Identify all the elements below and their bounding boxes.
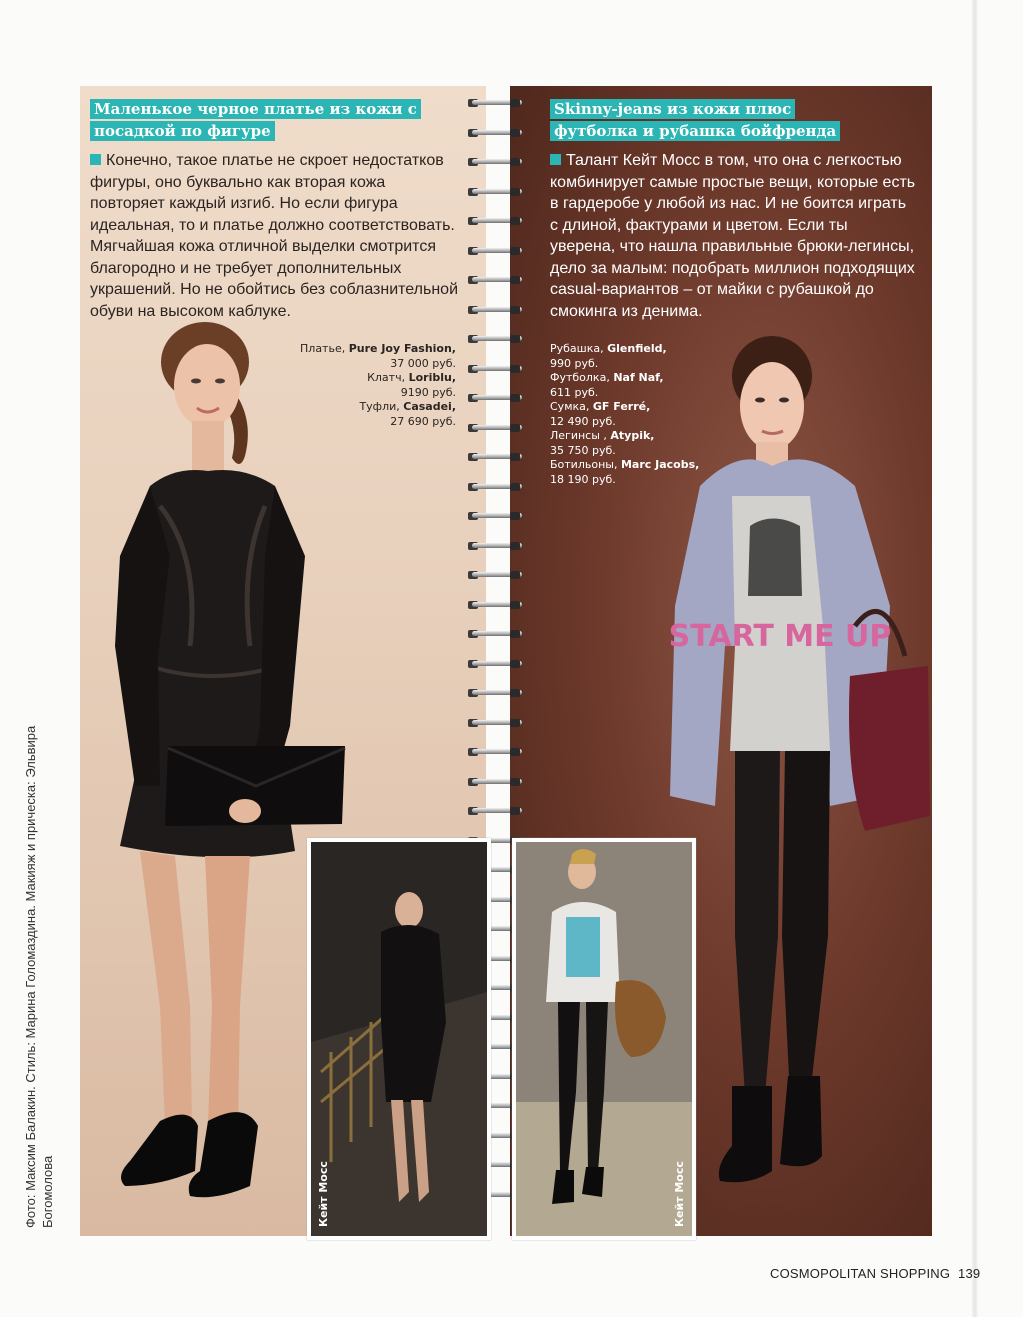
spiral-coil bbox=[468, 126, 524, 140]
spiral-coil bbox=[468, 273, 524, 287]
spiral-coil bbox=[468, 96, 524, 110]
inset-photo-left bbox=[307, 838, 491, 1240]
shirt-print-text: START ME UP bbox=[668, 619, 892, 654]
inset-photo-right bbox=[512, 838, 696, 1240]
spiral-coil bbox=[468, 450, 524, 464]
bullet-square-icon bbox=[90, 154, 101, 165]
spiral-coil bbox=[468, 185, 524, 199]
spiral-coil bbox=[468, 804, 524, 818]
spiral-coil bbox=[468, 421, 524, 435]
credit-line: Платье, Pure Joy Fashion, 37 000 руб. bbox=[300, 342, 456, 370]
right-body-text: Талант Кейт Мосс в том, что она с легкостью комбинирует самые простые вещи, которые есть в гардеробе у любой из нас. И не боится играть с длиной, фактурами и цветом. Если ты уверена, что нашла правильные брюки-легинсы, дело за малым: подобрать миллион подходящих casual-вариантов – от майки с рубашкой до смокинга из денима. bbox=[550, 152, 916, 320]
page-number: 139 bbox=[958, 1266, 981, 1281]
spiral-coil bbox=[468, 745, 524, 759]
spiral-coil bbox=[468, 716, 524, 730]
spiral-coil bbox=[468, 775, 524, 789]
spiral-coil bbox=[468, 391, 524, 405]
spiral-coil bbox=[468, 214, 524, 228]
spiral-coil bbox=[468, 332, 524, 346]
left-body bbox=[90, 150, 458, 322]
photo-credits-vertical: Фото: Максим Балакин. Стиль: Марина Голомаздина. Макияж и прическа: Эльвира Богомолова bbox=[23, 725, 55, 1228]
left-body-text: Конечно, такое платье не скроет недостатков фигуры, оно буквально как вторая кожа повторяет каждый изгиб. Но если фигура идеальная, то и платье должно соответствовать. Мягчайшая кожа отличной выделки смотрится благородно и не требует дополнительных украшений. Но не обойтись без соблазнительной обуви на высоком каблуке. bbox=[90, 152, 459, 320]
page-footer bbox=[770, 1266, 980, 1281]
left-heading-text: Маленькое черное платье из кожи с посадкой по фигуре bbox=[90, 99, 421, 141]
right-heading bbox=[550, 98, 880, 142]
spiral-coil bbox=[468, 539, 524, 553]
credit-line: Туфли, Casadei, 27 690 руб. bbox=[359, 400, 456, 428]
spiral-coil bbox=[468, 362, 524, 376]
left-heading bbox=[90, 98, 470, 142]
credit-line: Сумка, GF Ferré, 12 490 руб. bbox=[550, 400, 651, 428]
right-heading-text: Skinny-jeans из кожи плюс футболка и рубашка бойфренда bbox=[550, 99, 840, 141]
page-edge bbox=[972, 0, 978, 1317]
kate-moss-leggings-photo bbox=[516, 842, 692, 1236]
credit-line: Футболка, Naf Naf, 611 руб. bbox=[550, 371, 664, 399]
kate-moss-dress-photo bbox=[311, 842, 487, 1236]
spiral-coil bbox=[468, 244, 524, 258]
spiral-coil bbox=[468, 568, 524, 582]
right-credits bbox=[550, 342, 750, 487]
spiral-coil bbox=[468, 657, 524, 671]
magazine-name: COSMOPOLITAN SHOPPING bbox=[770, 1266, 951, 1281]
left-credits bbox=[256, 342, 456, 429]
spiral-coil bbox=[468, 686, 524, 700]
spiral-coil bbox=[468, 155, 524, 169]
credit-line: Легинсы , Atypik, 35 750 руб. bbox=[550, 429, 655, 457]
credit-line: Клатч, Loriblu, 9190 руб. bbox=[367, 371, 456, 399]
spiral-coil bbox=[468, 480, 524, 494]
credit-line: Рубашка, Glenfield, 990 руб. bbox=[550, 342, 667, 370]
spiral-coil bbox=[468, 598, 524, 612]
spiral-coil bbox=[468, 627, 524, 641]
credit-line: Ботильоны, Marc Jacobs, 18 190 руб. bbox=[550, 458, 700, 486]
bullet-square-icon bbox=[550, 154, 561, 165]
spiral-coil bbox=[468, 303, 524, 317]
photo-caption-right: Кейт Мосс bbox=[673, 1161, 686, 1227]
photo-caption-left: Кейт Мосс bbox=[317, 1161, 330, 1227]
spiral-coil bbox=[468, 509, 524, 523]
right-body bbox=[550, 150, 916, 322]
